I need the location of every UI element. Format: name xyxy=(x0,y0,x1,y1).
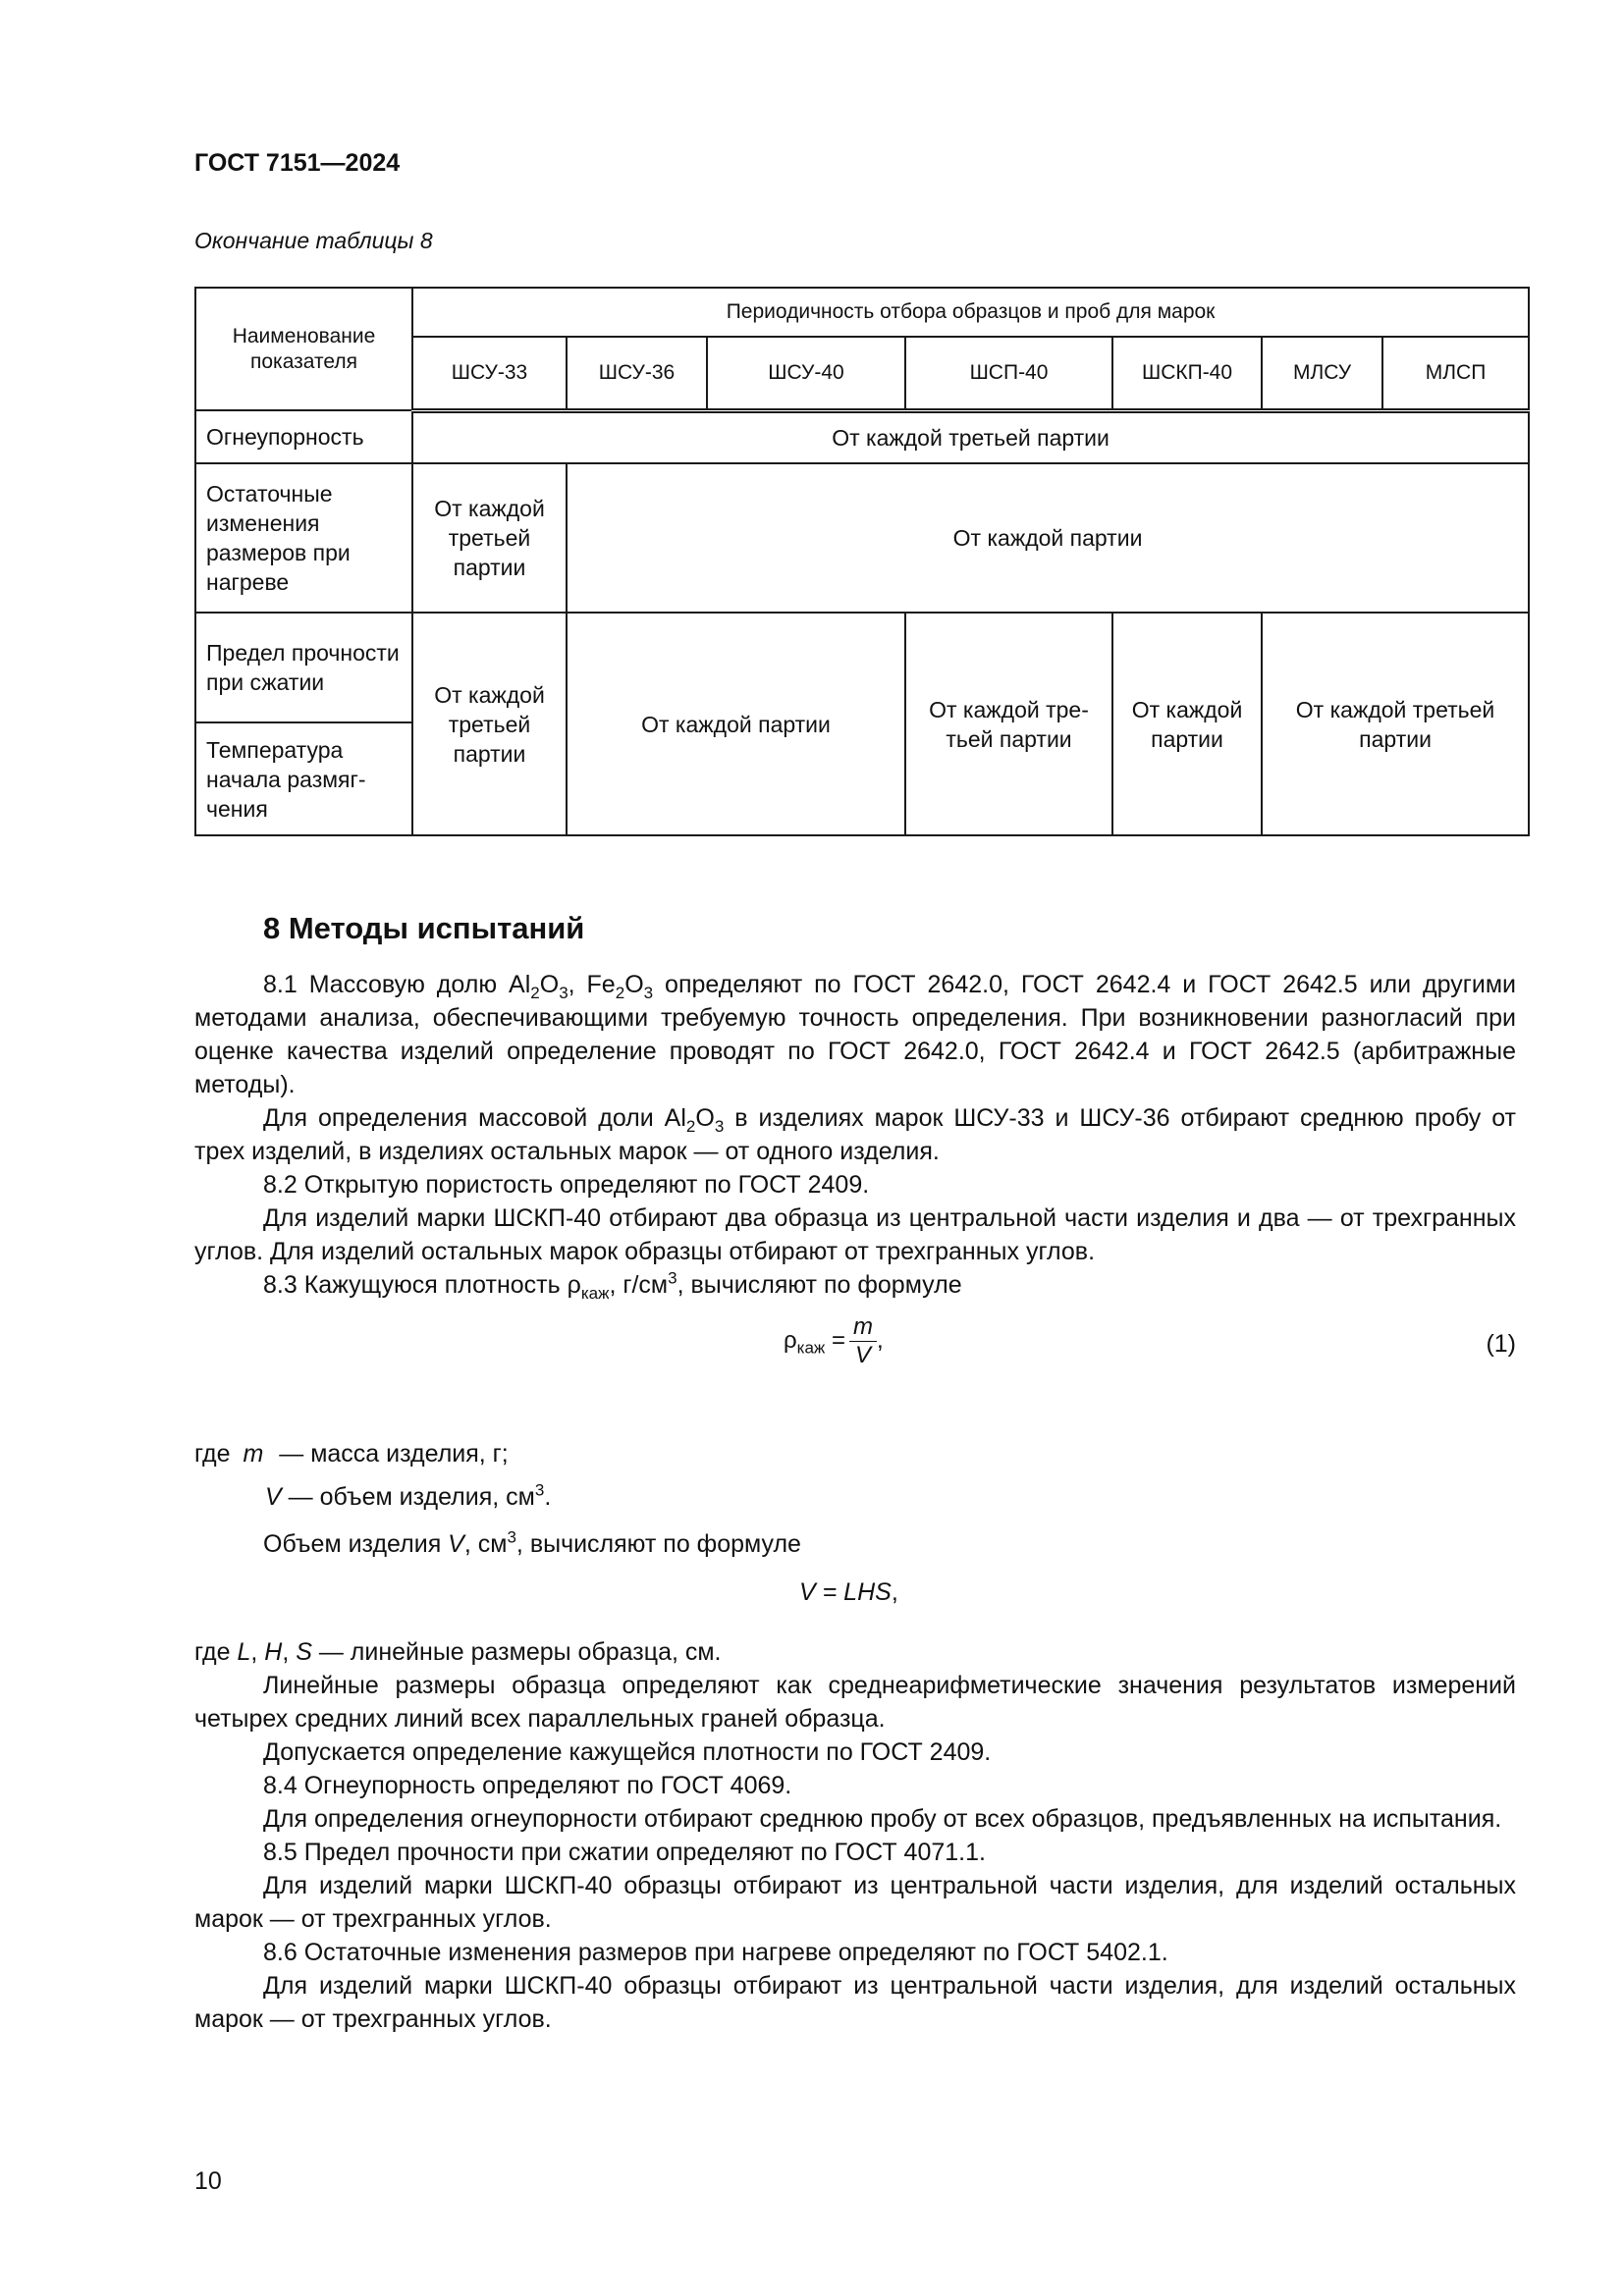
p1-sub: 2 xyxy=(615,984,625,1002)
paragraph-8-1 xyxy=(194,968,1516,1101)
header-indicator-name: Наименование показателя xyxy=(195,288,412,410)
p1-sub: 3 xyxy=(559,984,568,1002)
where3-sep: , xyxy=(282,1638,297,1666)
paragraph-8-3 xyxy=(194,1268,1516,1302)
row-name-refractoriness: Огнеупорность xyxy=(195,410,412,463)
paragraph-residual-sampling: Для изделий марки ШСКП-40 образцы отбирают из центральной части изделия, для изделий остальных марок — от трехгранных углов. xyxy=(194,1972,1516,2033)
row-name-compressive-strength: Предел прочности при сжатии xyxy=(195,613,412,722)
p2-text-b: O xyxy=(695,1104,715,1132)
paragraph-shskp-sampling: Для изделий марки ШСКП-40 отбирают два образца из центральной части изделия и два — от трехгранных углов. Для изделий остальных марок образцы отбирают от трехгранных углов. xyxy=(194,1204,1516,1265)
p5-sup: 3 xyxy=(668,1268,677,1288)
row-value-refractoriness: От каждой третьей партии xyxy=(412,410,1529,463)
p1-text-c: , Fe xyxy=(568,971,616,998)
p2-text-a: Для определения массовой доли Al xyxy=(263,1104,686,1132)
row-value-c3: От каждой тре-тьей партии xyxy=(905,613,1112,835)
paragraph-8-2: 8.2 Открытую пористость определяют по ГОСТ 2409. xyxy=(263,1171,870,1199)
where2-end: . xyxy=(544,1483,552,1511)
where2-sup: 3 xyxy=(534,1480,545,1500)
where-line-2 xyxy=(265,1480,1516,1514)
where-line-3 xyxy=(194,1635,1516,1669)
paragraph-al2o3-sampling xyxy=(194,1101,1516,1168)
row-name-residual-changes: Остаточные изменения размеров при нагреве xyxy=(195,463,412,613)
p1-text-e: определяют по ГОСТ 2642.0, ГОСТ 2642.4 и ГОСТ 2642.5 или другими методами анализа, обеспечивающими требуемую точность определения. При возникновении разногласий при оценке качества изделий определение проводят по ГОСТ 2642.0, ГОСТ 2642.4 и ГОСТ 2642.5 (арбитражные методы). xyxy=(194,971,1516,1098)
page-number: 10 xyxy=(194,2167,222,2195)
formula-equals: = xyxy=(825,1326,845,1354)
where3-H: H xyxy=(264,1638,283,1666)
row-value-c2: От каждой партии xyxy=(567,613,905,835)
formula-comma: , xyxy=(876,1326,884,1354)
section-text-block-1 xyxy=(194,968,1516,1302)
formula-number: (1) xyxy=(1486,1330,1516,1358)
p5-sub: каж xyxy=(580,1284,610,1303)
p5-text-b: , г/см xyxy=(609,1271,669,1299)
section-title: 8 Методы испытаний xyxy=(263,911,585,945)
where-line-1 xyxy=(194,1437,1516,1470)
vol-text-b: , см xyxy=(463,1530,508,1558)
p5-text-c: , вычисляют по формуле xyxy=(677,1271,962,1299)
paragraph-8-5: 8.5 Предел прочности при сжатии определяют по ГОСТ 4071.1. xyxy=(263,1839,986,1866)
row-value-c1: От каждой третьей партии xyxy=(412,613,567,835)
p2-sub: 3 xyxy=(714,1117,725,1136)
document-code: ГОСТ 7151—2024 xyxy=(194,149,401,177)
paragraph-8-6: 8.6 Остаточные изменения размеров при нагреве определяют по ГОСТ 5402.1. xyxy=(263,1939,1168,1966)
where2-variable: V xyxy=(265,1483,282,1511)
row-value-residual-first: От каждой третьей партии xyxy=(412,463,567,613)
formula-denominator: V xyxy=(854,1342,871,1368)
p1-sub: 3 xyxy=(643,984,654,1002)
vol-variable: V xyxy=(448,1530,464,1558)
where1-prefix: где xyxy=(194,1440,238,1468)
where3-S: S xyxy=(296,1638,312,1666)
grade-header: ШСП-40 xyxy=(905,337,1112,410)
grade-header: ШСУ-33 xyxy=(412,337,567,410)
vol-text-c: , вычисляют по формуле xyxy=(515,1530,801,1558)
row-value-c4: От каждой партии xyxy=(1112,613,1262,835)
vol-sup: 3 xyxy=(507,1527,516,1547)
table-caption: Окончание таблицы 8 xyxy=(194,228,433,253)
section-text-block-2 xyxy=(194,1635,1516,2036)
where3-sep: , xyxy=(250,1638,265,1666)
p2-text-c: в изделиях марок ШСУ-33 и ШСУ-36 отбирают среднюю пробу от трех изделий, в изделиях остальных марок — от одного изделия. xyxy=(194,1104,1517,1165)
where3-L: L xyxy=(237,1638,251,1666)
formula-rho: ρ xyxy=(784,1326,797,1354)
paragraph-refractoriness-sampling: Для определения огнеупорности отбирают среднюю пробу от всех образцов, предъявленных на испытания. xyxy=(263,1805,1502,1833)
row-value-residual-rest: От каждой партии xyxy=(567,463,1529,613)
row-name-softening-temperature: Температура начала размяг-чения xyxy=(195,722,412,835)
where1-description: — масса изделия, г; xyxy=(279,1440,509,1468)
p1-sub: 2 xyxy=(530,984,540,1002)
paragraph-density-alt: Допускается определение кажущейся плотности по ГОСТ 2409. xyxy=(263,1738,992,1766)
where2-description: — объем изделия, см xyxy=(281,1483,535,1511)
paragraph-8-4: 8.4 Огнеупорность определяют по ГОСТ 4069. xyxy=(263,1772,792,1799)
where3-prefix: где xyxy=(194,1638,238,1666)
paragraph-linear-dimensions: Линейные размеры образца определяют как среднеарифметические значения результатов измерений четырех средних линий всех параллельных граней образца. xyxy=(194,1672,1516,1733)
where1-variable: m xyxy=(243,1440,264,1468)
header-sampling-frequency: Периодичность отбора образцов и проб для марок xyxy=(412,288,1529,337)
row-value-c5: От каждой третьей партии xyxy=(1262,613,1529,835)
formula-1 xyxy=(784,1313,884,1369)
formula-2 xyxy=(799,1578,898,1607)
grade-header: ШСКП-40 xyxy=(1112,337,1262,410)
formula-rho-sub: каж xyxy=(796,1338,826,1358)
p2-sub: 2 xyxy=(685,1117,696,1136)
p1-text-b: O xyxy=(539,971,560,998)
p5-text-a: 8.3 Кажущуюся плотность ρ xyxy=(263,1271,581,1299)
grade-header: ШСУ-36 xyxy=(567,337,707,410)
where3-description: — линейные размеры образца, см. xyxy=(311,1638,722,1666)
volume-line xyxy=(263,1527,1516,1561)
p1-text-d: O xyxy=(624,971,644,998)
vol-text-a: Объем изделия xyxy=(263,1530,449,1558)
formula-2-expression: V = LHS xyxy=(799,1578,892,1606)
formula-numerator: m xyxy=(849,1313,877,1342)
grade-header: ШСУ-40 xyxy=(707,337,905,410)
p1-text-a: 8.1 Массовую долю Al xyxy=(263,971,531,998)
formula-2-comma: , xyxy=(891,1578,898,1606)
table-8 xyxy=(194,287,1530,836)
formula-fraction xyxy=(849,1313,877,1369)
paragraph-strength-sampling: Для изделий марки ШСКП-40 образцы отбирают из центральной части изделия, для изделий остальных марок — от трехгранных углов. xyxy=(194,1872,1516,1933)
grade-header: МЛСУ xyxy=(1262,337,1382,410)
grade-header: МЛСП xyxy=(1382,337,1529,410)
